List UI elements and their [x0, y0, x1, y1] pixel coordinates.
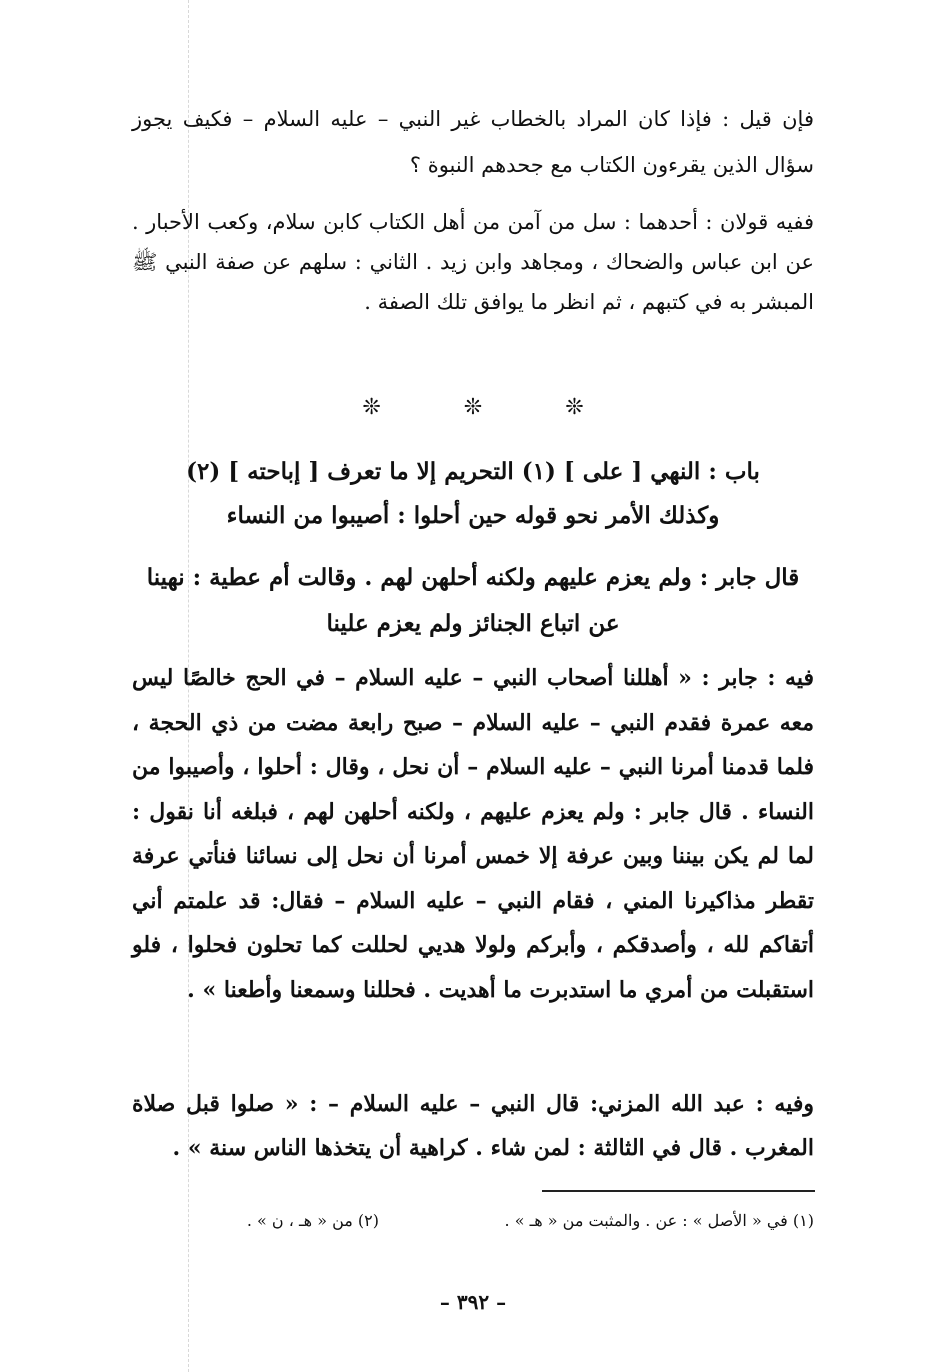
paragraph-hadith-jabir: فيه : جابر : « أهللنا أصحاب النبي – عليه السلام – في الحج خالصًا ليس معه عمرة فقدم النبي – عليه السلام – صبح رابعة مضت من ذي الحجة ، فلما قدمنا أمرنا النبي – عليه السلام – أن نحل ، وقال : أحلوا ، وأصيبوا من النساء . قال جابر : ولم يعزم عليهم ، ولكنه أحلهن لهم ، فبلغه أنا نقول : لما لم يكن بيننا وبين عرفة إلا خمس أمرنا أن نحل إلى نسائنا فنأتي عرفة تقطر مذاكيرنا المني ، فقام النبي – عليه السلام – فقال: قد علمتم أني أتقاكم لله ، وأصدقكم ، وأبركم ولولا هديي لحللت كما تحلون فحلوا ، فلو استقبلت من أمري ما استدبرت ما أهديت . فحللنا وسمعنا وأطعنا » . — [132, 665, 814, 1003]
paragraph-question: فإن قيل : فإذا كان المراد بالخطاب غير النبي – عليه السلام – فكيف يجوز سؤال الذين يقرءون الكتاب مع جحدهم النبوة ؟ — [132, 107, 814, 177]
chapter-heading — [132, 450, 814, 538]
footnote-2: (٢) من « هـ ، ن » . — [246, 1211, 379, 1230]
page-number: – ٣٩٢ – — [439, 1290, 507, 1314]
chapter-heading-line-1: باب : النهي [ على ] (١) التحريم إلا ما تعرف [ إباحته ] (٢) — [186, 458, 760, 485]
footnote-1: (١) في « الأصل » : عن . والمثبت من « هـ » . — [504, 1211, 814, 1230]
footnote-divider — [542, 1190, 815, 1192]
section-separator — [132, 395, 814, 420]
chapter-heading-line-2: وكذلك الأمر نحو قوله حين أحلوا : أصيبوا من النساء — [226, 502, 720, 529]
star-ornament-icon: ❊ — [362, 395, 381, 420]
paragraph-answer: ففيه قولان : أحدهما : سل من آمن من أهل الكتاب كابن سلام، وكعب الأحبار . عن ابن عباس والضحاك ، ومجاهد وابن زيد . الثاني : سلهم عن صفة النبي ﷺ المبشر به في كتبهم ، ثم انظر ما يوافق تلك الصفة . — [132, 210, 814, 314]
chapter-quote: قال جابر : ولم يعزم عليهم ولكنه أحلهن لهم . وقالت أم عطية : نهينا عن اتباع الجنائز ولم يعزم علينا — [146, 564, 800, 637]
star-ornament-icon: ❊ — [463, 395, 483, 420]
star-ornament-icon: ❊ — [565, 395, 584, 420]
paragraph-hadith-muzani: وفيه : عبد الله المزني: قال النبي – عليه السلام – : « صلوا قبل صلاة المغرب . قال في الثالثة : لمن شاء . كراهية أن يتخذها الناس سنة » . — [132, 1091, 814, 1161]
